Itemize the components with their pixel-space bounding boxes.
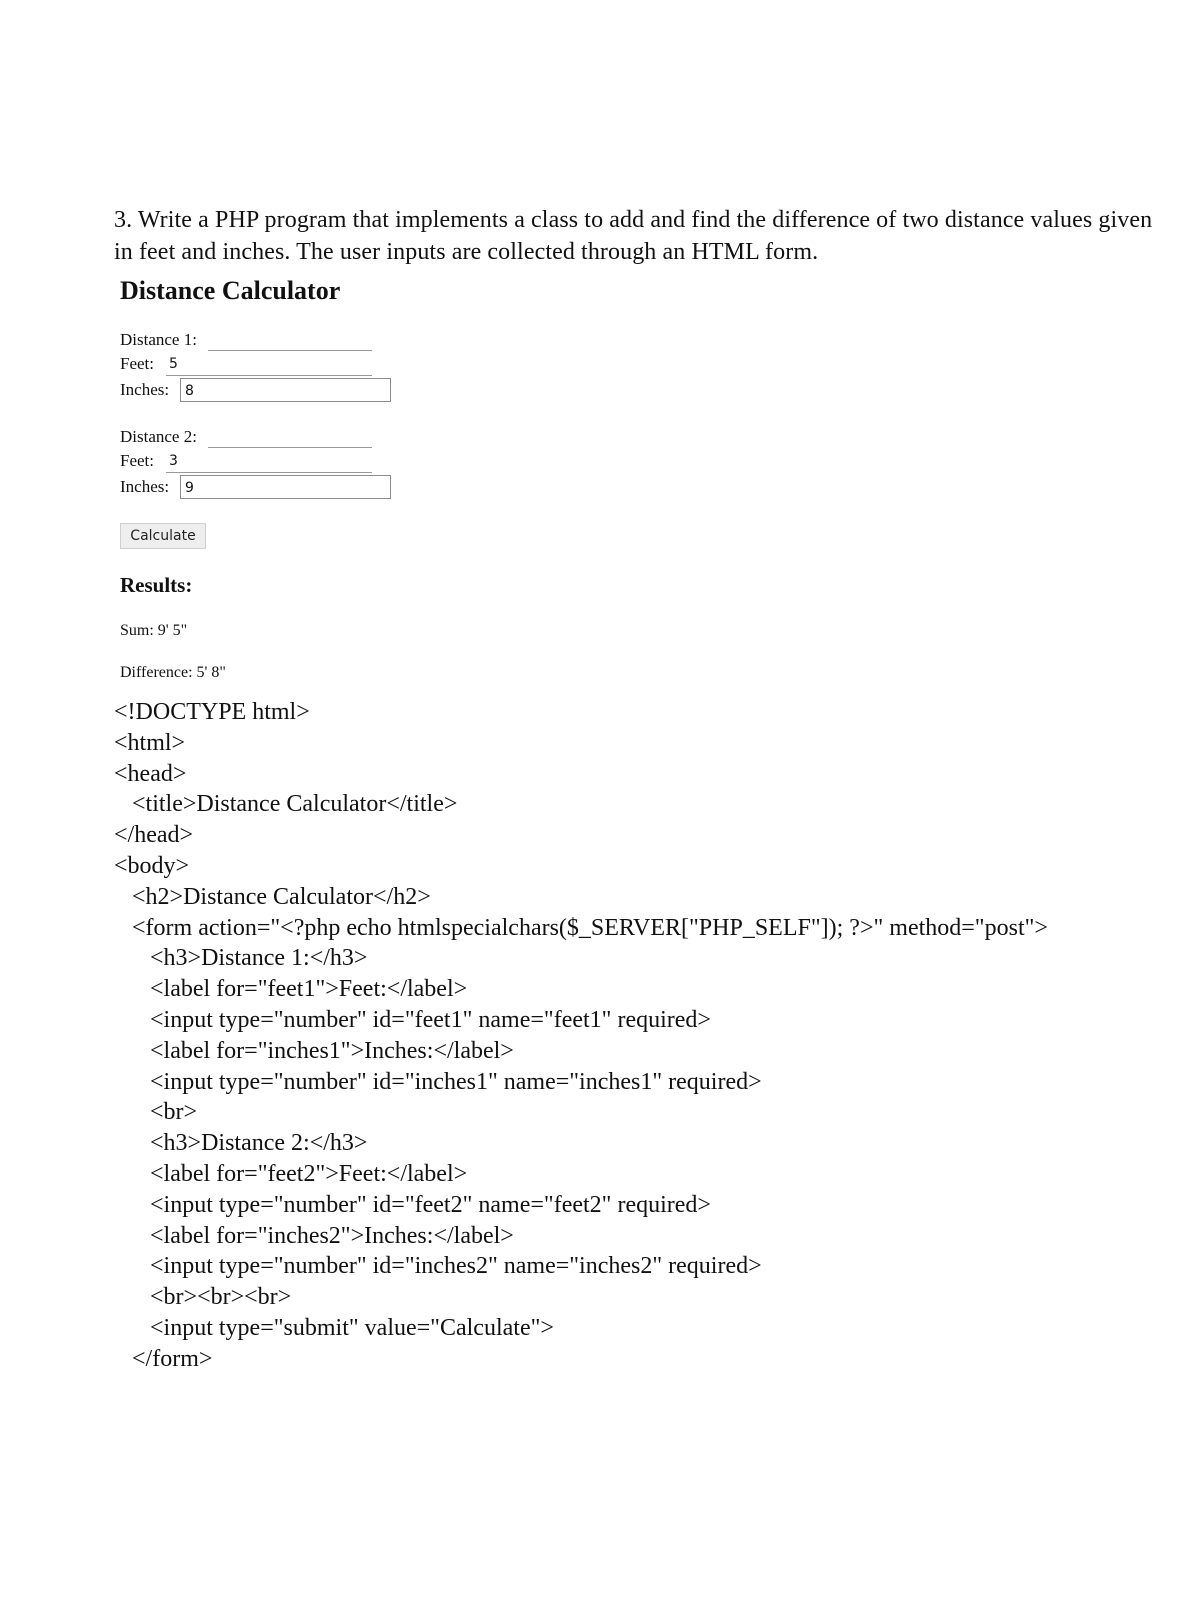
results-heading: Results: [120, 573, 193, 597]
distance1-feet-input[interactable]: 5 [169, 356, 178, 372]
code-line: <input type="number" id="feet1" name="feet1" required> [114, 1006, 711, 1033]
question-text: 3. Write a PHP program that implements a class to add and find the difference of two distance values given in feet and inches. The user inputs are collected through an HTML form. [114, 207, 1153, 265]
sum-result: Sum: 9' 5" [120, 622, 188, 639]
code-line: <input type="submit" value="Calculate"> [114, 1314, 554, 1341]
distance1-inches-label: Inches: [120, 380, 170, 399]
code-line: <br> [114, 1099, 198, 1126]
code-line: <input type="number" id="feet2" name="feet2" required> [114, 1191, 711, 1218]
distance1-feet-label: Feet: [120, 354, 154, 373]
calculator-screenshot [120, 276, 520, 706]
code-line: <form action="<?php echo htmlspecialchars($_SERVER["PHP_SELF"]); ?>" method="post"> [114, 914, 1048, 941]
distance1-underline [208, 350, 372, 351]
code-line: <head> [114, 760, 187, 787]
code-line: <!DOCTYPE html> [114, 699, 310, 725]
distance1-inches-row [120, 380, 169, 400]
code-line: <label for="feet1">Feet:</label> [114, 976, 468, 1003]
code-line: <input type="number" id="inches1" name="inches1" required> [114, 1068, 762, 1095]
distance1-inches-input[interactable]: 8 [180, 378, 391, 402]
code-line: <input type="number" id="inches2" name="inches2" required> [114, 1253, 762, 1280]
distance2-feet-input[interactable]: 3 [169, 453, 178, 469]
difference-result: Difference: 5' 8" [120, 664, 226, 681]
code-line: <h2>Distance Calculator</h2> [114, 883, 431, 910]
distance1-label: Distance 1: [120, 330, 197, 349]
distance2-label: Distance 2: [120, 427, 197, 446]
distance1-feet-underline [166, 375, 372, 376]
calculator-title: Distance Calculator [120, 276, 341, 305]
code-line: <title>Distance Calculator</title> [114, 791, 458, 818]
distance2-feet-underline [166, 472, 372, 473]
distance2-inches-input[interactable]: 9 [180, 475, 391, 499]
code-listing [114, 697, 1194, 1375]
code-line: <label for="inches1">Inches:</label> [114, 1037, 514, 1064]
code-line: <br><br><br> [114, 1284, 292, 1311]
code-line: <label for="inches2">Inches:</label> [114, 1222, 514, 1249]
code-line: <body> [114, 852, 190, 879]
distance2-inches-label: Inches: [120, 477, 170, 496]
distance2-feet-row [120, 451, 154, 471]
distance2-inches-row [120, 477, 169, 497]
code-line: </form> [114, 1345, 213, 1372]
code-line: <html> [114, 729, 186, 756]
distance2-feet-label: Feet: [120, 451, 154, 470]
distance2-underline [208, 447, 372, 448]
code-line: <label for="feet2">Feet:</label> [114, 1160, 468, 1187]
code-line: <h3>Distance 2:</h3> [114, 1130, 368, 1157]
calculate-button[interactable]: Calculate [120, 523, 206, 549]
code-line: </head> [114, 822, 194, 849]
code-line: <h3>Distance 1:</h3> [114, 945, 368, 972]
distance1-feet-row [120, 354, 154, 374]
